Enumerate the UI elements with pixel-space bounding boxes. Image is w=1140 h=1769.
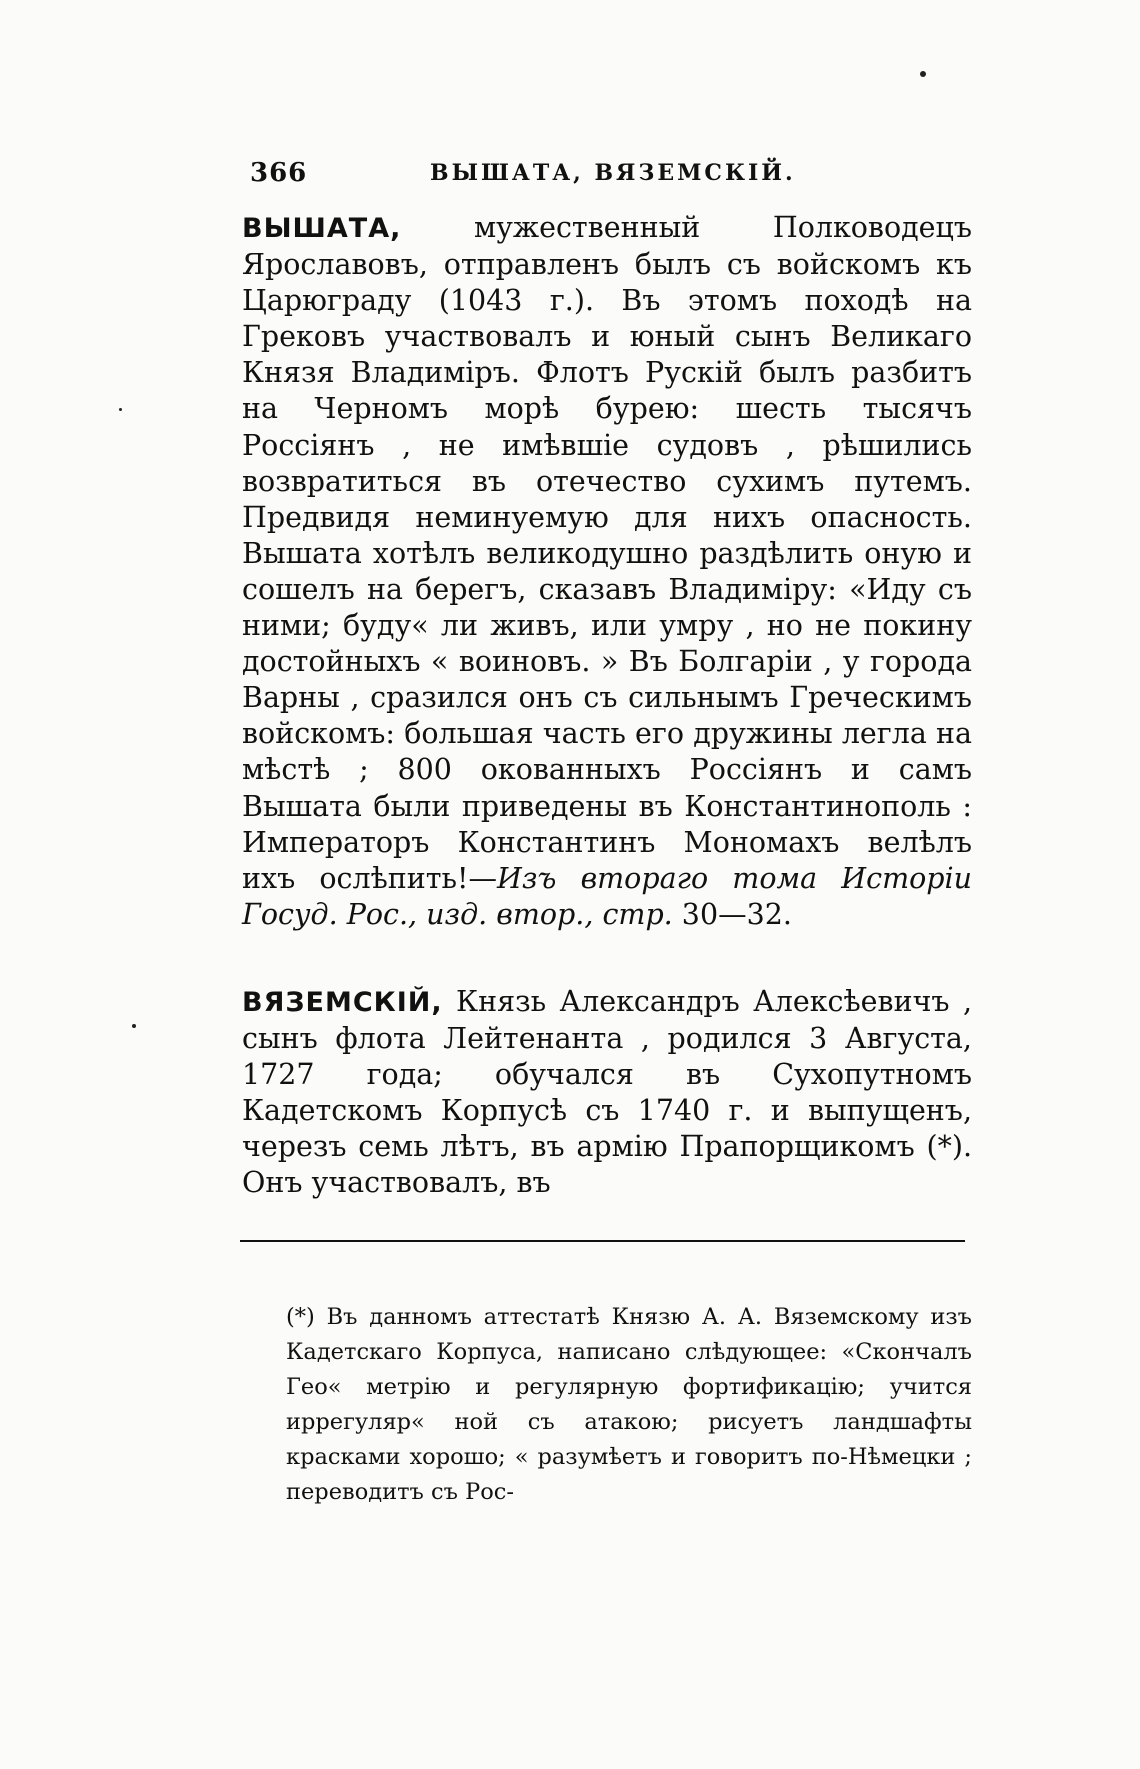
print-speck [119,408,122,411]
entry-vyazemsky [242,984,972,1202]
footnote-divider [240,1240,965,1242]
entry-citation-pages: 30—32. [672,897,792,931]
entry-citation: Изъ втораго тома Исторіи Госуд. Рос., изд. втор., стр. [242,861,972,931]
page-header [250,158,980,198]
entry-headword: ВЯЗЕМСКІЙ, [242,987,443,1018]
running-title: ВЫШАТА, ВЯЗЕМСКІЙ. [430,160,796,186]
entry-vyshata [242,210,972,933]
print-speck [132,1024,136,1028]
entry-headword: ВЫШАТА, [242,213,402,244]
entry-text: мужественный Полководецъ Ярославовъ, отправленъ былъ съ войскомъ къ Царюграду (1043 г.). Въ этомъ походѣ на Грековъ участвовалъ и юный сынъ Великаго Князя Владиміръ. Флотъ Рускій былъ разбитъ на Черномъ морѣ бурею: шесть тысячъ Россіянъ , не имѣвшіе судовъ , рѣшились возвратиться въ отечество сухимъ путемъ. Предвидя неминуемую для нихъ опасность. Вышата хотѣлъ великодушно раздѣлить оную и сошелъ на берегъ, сказавъ Владиміру: «Иду съ ними; буду« ли живъ, или умру , но не покину достойныхъ « воиновъ. » Въ Болгаріи , у города Варны , сразился онъ съ сильнымъ Греческимъ войскомъ: большая часть его дружины легла на мѣстѣ ; 800 окованныхъ Россіянъ и самъ Вышата были приведены въ Константинополь : Императоръ Константинъ Мономахъ велѣлъ ихъ ослѣпить!— [242,211,973,895]
footnote [242,1300,972,1510]
page-number: 366 [250,158,308,188]
footnote-text: (*) Въ данномъ аттестатѣ Князю А. А. Вяземскому изъ Кадетскаго Корпуса, написано слѣдующее: «Скончалъ Гео« метрію и регулярную фортификацію; учится иррегуляр« ной съ атакою; рисуетъ ландшафты красками хорошо; « разумѣетъ и говоритъ по-Нѣмецки ; переводитъ съ Рос- [286,1304,972,1505]
print-speck [920,71,926,77]
entry-text: Князь Александръ Алексѣевичъ , сынъ флота Лейтенанта , родился 3 Августа, 1727 года; обучался въ Сухопутномъ Кадетскомъ Корпусѣ съ 1740 г. и выпущенъ, черезъ семь лѣтъ, въ армію Прапорщикомъ (*). Онъ участвовалъ, въ [242,985,972,1200]
